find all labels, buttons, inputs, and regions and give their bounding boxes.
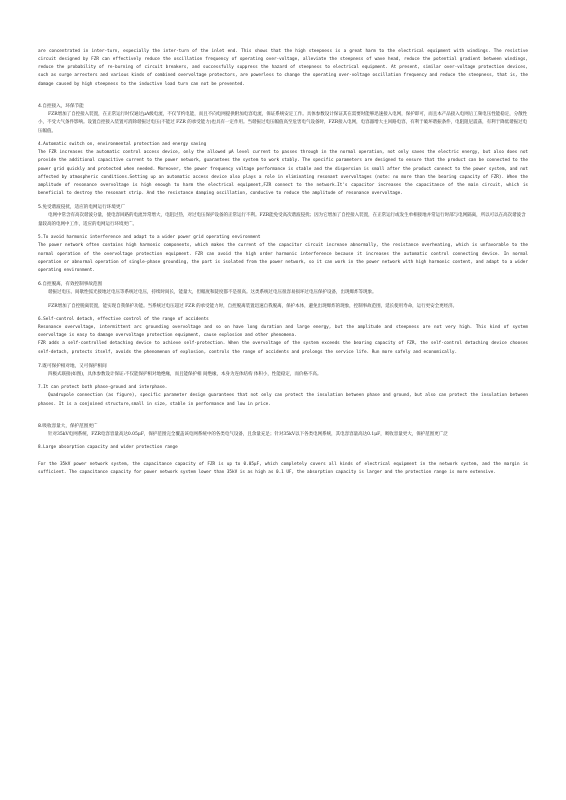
section-7-paragraph-zh: 四极式联接(如图)，具体参数设计保证:不仅能保护相对地绝缘，而且能保护相 间绝缘，本身为连体结构 体积小，性能稳定，而价格不高。 — [48, 371, 322, 377]
section-8-paragraph-en: For the 35kV power network system, the capacitance capacity of FZR is up to 0.05μF, which completely covers all kinds of electrical equipment in the network system, and the margin is sufficient. The capacitance capacity for power network system lower than 35kV is as high as 0.1 UF, the absorption capacity is larger and the protection range is more extensive. — [38, 461, 528, 475]
section-5-paragraph-en: The power network often contains high harmonic components, which makes the current of the capacitor circuit increase abnormally, the resistance overheating, which is unfavorable to the normal operation of the overvoltage protection equipment. FZR can avoid the high order harmonic interference because it increases the automatic control connecting device. In normal operation or abnormal operation of single-phase grounding, the part is isolated from the power network, so it can work in the power network with high harmonic content, and adapt to a wider operating environment. — [38, 243, 528, 273]
section-7-heading-zh: 7.既可保护相对地，又可保护相间 — [38, 363, 107, 369]
section-5-heading-zh: 5.免受谐波侵扰，适应的电网运行环境更广 — [38, 205, 126, 211]
section-5-paragraph-zh: 电网中常含有高次谐波分量，使电容回路的电流异常增大，电阻过热，对过电压保护设备的正常运行不利。FZR能免受高次谐波侵扰；因为它增加了自控接入装置，在正常运行或发生单相接地并常运行时部与电网隔离，所以可以在高次谐波含量较高的电网中工作，适应的电网运行环境更广。 — [38, 213, 526, 227]
section-4-heading-en: 4.Automatic switch on, environmental protection and energy saving — [38, 142, 207, 148]
section-8-paragraph-zh: 针对35kV电网系统，FZR电容容量高达0.05μF，保护范围完全覆盖该电网系统中的各类电气设备，且余量充足；针对35kV以下各类电网系统，其电容容量高达0.1μF，吸收容量更大，保护范围更广泛 — [48, 431, 448, 437]
section-8-heading-en: 8.Large absorption capacity and wider protection range — [38, 445, 178, 451]
section-6-paragraph-zh-2: FZR增加了自控脱离装置，能实现自我保护功能。当系统过电压超过 FZR 的承受能力时，自控脱离装置迅速自我脱离，保护本体，避免出现爆炸的现象，控制事故范围，延长使用寿命，运行更安全更经济。 — [48, 303, 458, 309]
section-6-heading-en: 6.Self-control detach, effective control of the range of accidents — [38, 316, 209, 322]
section-6-paragraph-en-2: FZR adds a self-controlled detaching device to achieve self-protection. When the overvoltage of the system exceeds the bearing capacity of FZR, the self-control detaching device chooses self-detach, protects itself, avoids the phenomenon of explosion, controls the range of accidents and prolongs the service life. Run more safely and economically. — [38, 341, 528, 355]
section-6-heading-zh: 6.自控脱离，有效控制事故范围 — [38, 282, 103, 287]
section-4-paragraph-zh: FZR增加了自控接入装置，在正常运行时仅通过μA级电流，不仅节约电能，而且不向电网提供附加电容电流，保证系统安定工作。具体参数设计保证其在需要时能够迅速接入电网，保护即可，而且本产品接入电网后工频电压性能稳定，分散性小，不受大气条件影响。设置自控接入装置可消除谐振过电压(不能过 FZR 的承受能力)也具有一定作用。当谐振过电压幅值高至危害电气设备时，FZR接入电网，电容器增大主回路电容，有利于破坏谐振条件，电阻阻尼震荡，有利于降低谐振过电压幅值。 — [38, 111, 528, 134]
section-8-heading-zh: 8.吸收容量大，保护范围更广 — [38, 423, 98, 429]
document-page — [38, 48, 528, 483]
section-6-paragraph-en-1: Resonance overvoltage, intermittent arc grounding overvoltage and so on have long duration and large energy, but the amplitude and steepness are not very high. This kind of system overvoltage is easy to damage overvoltage protection equipment, cause explosion and other phenomena. — [38, 325, 528, 339]
section-4-paragraph-en: The FZR increases the automatic control access device, only the allowed μA level current to passes through in the normal operation, not only saves the electric energy, but also does not provide the additional capacitive current to the power network, guarantees the system to work stably. The specific parameters are designed to ensure that the product can be connected to the power grid quickly and protected when needed. Moreover, the power frequency voltage performance is stable and the dispersion is small after the product connect to the power system, and not affected by atmospheric conditions.Setting up an automatic access device also plays a role in eliminating resonant overvoltages (note: no more than the bearing capacity of FZR). When the amplitude of resonance overvoltage is high enough to harm the electrical equipment,FZR connect to the network.It's capacitor increases the capacitance of the main circuit, which is beneficial to destroy the resonant strip. And the resistance damping oscillation, conducive to reduce the amplitude of resonance overvoltage. — [38, 150, 528, 197]
intro-paragraph-en: are concentrated in inter-turn, especially the inter-turn of the inlet end. This shows that the high steepness is a great harm to the electrical equipment with windings. The resistive circuit designed by FZR can effectively reduce the oscillation frequency of operating over-voltage, alleviate the steepness of wave head, reduce the potential gradient between windings, reduce the probability of re-burning of circuit breakers, and successfully suppress the hazard of steepness to electrical equipment. At present, similar over-voltage protection devices, such as surge arresters and various kinds of combined overvoltage protectors, are powerless to change the operating over-voltage oscillation frequency and reduce the steepness, that is, the damage caused by high steepness to the inductive load turn can not be prevented. — [38, 49, 528, 87]
section-7-paragraph-en: Quadrupole connection (as figure), specific parameter design guarantees that not only can protect the insulation between phase and ground, but also can protect the insulation between phases. It is a conjoined structure,small in size, stable in performance and low in price. — [38, 393, 528, 407]
section-4-heading-zh: 4.自控接入，环保节能 — [38, 103, 84, 109]
section-7-heading-en: 7.It can protect both phase-ground and interphase. — [38, 385, 168, 391]
section-6-paragraph-zh-1: 谐振过电压、间歇性弧光接地过电压等系统过电压，持续时间长，能量大，但幅度和陡度都不是很高。这类系统过电压很容易损坏过电压保护设备，出现爆炸等现象。 — [48, 290, 377, 296]
section-5-heading-en: 5.To avoid harmonic interference and adapt to a wider power grid operating environment — [38, 235, 261, 241]
